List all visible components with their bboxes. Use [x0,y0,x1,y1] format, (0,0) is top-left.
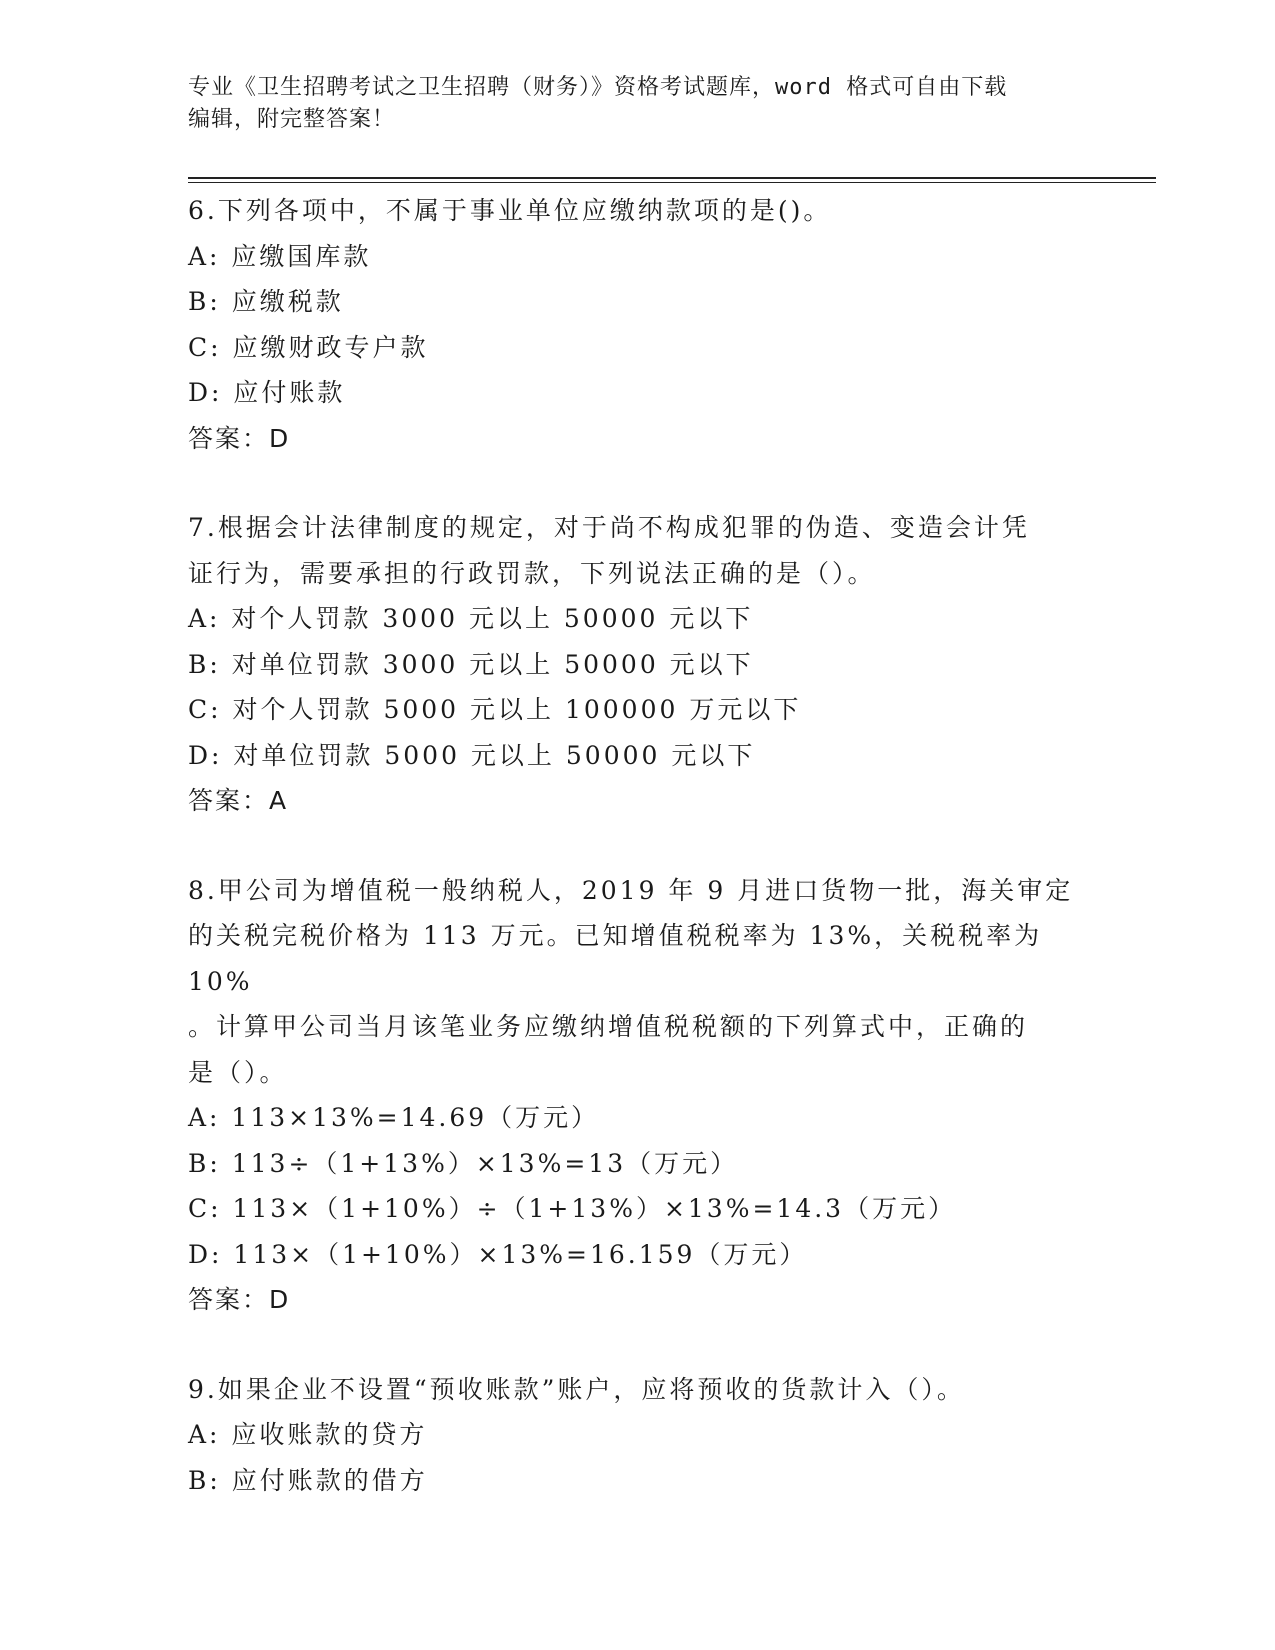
question-7 [188,505,1088,824]
answer-label: 答案：D [188,423,291,453]
question-stem: 的关税完税价格为 113 万元。已知增值税税率为 13%，关税税率为 10% [188,921,1043,996]
question-6 [188,188,1088,461]
option-a: A: 对个人罚款 3000 元以上 50000 元以下 [188,604,754,633]
option-a: A: 应收账款的贷方 [188,1420,428,1449]
option-d: D: 对单位罚款 5000 元以上 50000 元以下 [188,740,756,770]
option-b: B: 应付账款的借方 [188,1465,428,1495]
option-b: B: 对单位罚款 3000 元以上 50000 元以下 [188,649,754,679]
option-d: D: 113×（1+10%）×13%=16.159（万元） [188,1239,808,1269]
answer-label: 答案：A [188,786,289,815]
option-c: C: 应缴财政专户款 [188,332,429,362]
question-list [188,188,1088,1547]
question-8 [188,868,1088,1323]
header-divider-thin [188,182,1156,183]
question-stem: 9.如果企业不设置“预收账款”账户，应将预收的货款计入（）。 [188,1374,965,1404]
option-a: A: 113×13%=14.69（万元） [188,1103,600,1132]
option-b: B: 应缴税款 [188,287,344,316]
header-divider-thick [188,177,1156,179]
question-stem: 7.根据会计法律制度的规定，对于尚不构成犯罪的伪造、变造会计凭 [188,513,1030,542]
header-line-2: 编辑，附完整答案！ [188,107,396,132]
option-b: B: 113÷（1+13%）×13%=13（万元） [188,1148,739,1178]
question-9 [188,1367,1088,1504]
option-d: D: 应付账款 [188,378,346,407]
question-stem: 6.下列各项中，不属于事业单位应缴纳款项的是()。 [188,196,832,225]
question-stem: 8.甲公司为增值税一般纳税人，2019 年 9 月进口货物一批，海关审定 [188,875,1074,905]
question-stem: 。计算甲公司当月该笔业务应缴纳增值税税额的下列算式中，正确的 [188,1012,1029,1041]
option-a: A: 应缴国库款 [188,241,372,271]
option-c: C: 113×（1+10%）÷（1+13%）×13%=14.3（万元） [188,1194,957,1223]
header-line-1: 专业《卫生招聘考试之卫生招聘（财务）》资格考试题库，word 格式可自由下载 [188,75,1008,100]
question-stem: 是（）。 [188,1057,288,1087]
option-c: C: 对个人罚款 5000 元以上 100000 万元以下 [188,695,802,724]
document-header [188,72,1088,136]
answer-label: 答案：D [188,1285,291,1314]
question-stem: 证行为，需要承担的行政罚款，下列说法正确的是（）。 [188,558,876,588]
